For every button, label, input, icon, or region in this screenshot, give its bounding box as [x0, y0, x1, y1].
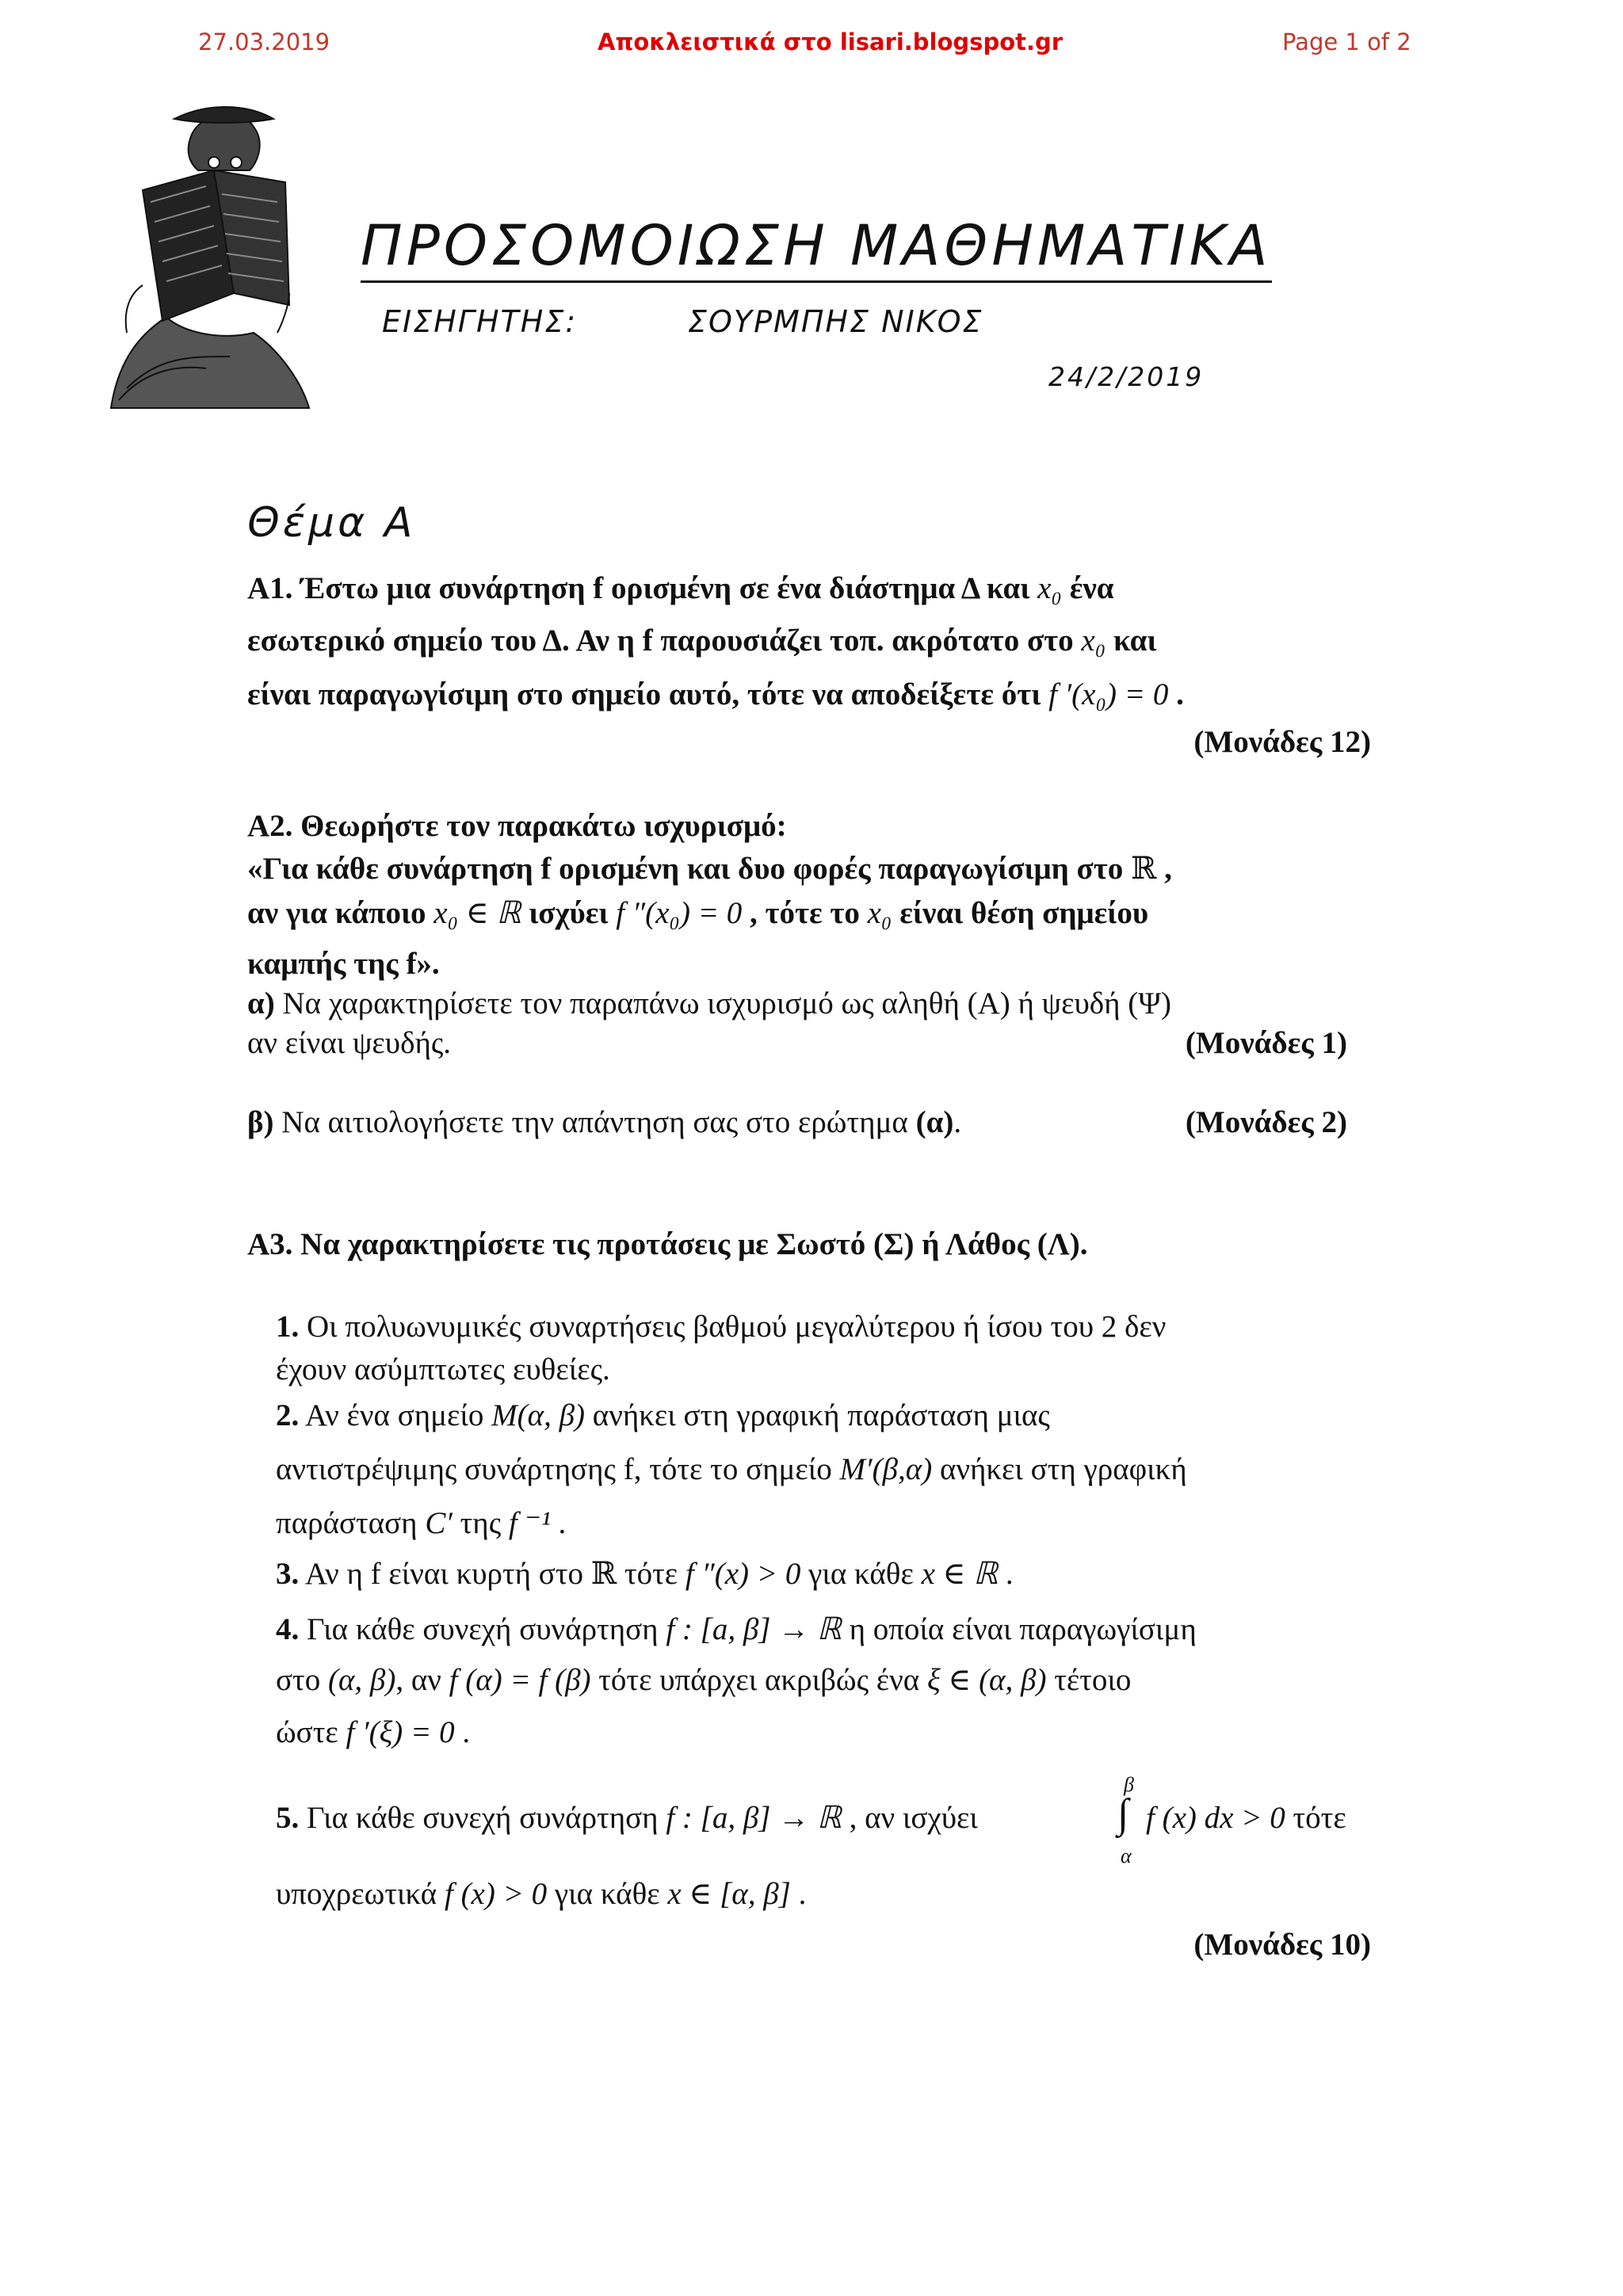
a3-title: Α3. Να χαρακτηρίσετε τις προτάσεις με Σωστό (Σ) ή Λάθος (Λ). [247, 1227, 1088, 1261]
a1-line-3: είναι παραγωγίσιμη στο σημείο αυτό, τότε να αποδείξετε ότι f ′(x₀) = 0 . [247, 677, 1184, 711]
header-date: 27.03.2019 [198, 29, 330, 55]
a1-points: (Μονάδες 12) [1193, 725, 1371, 759]
a2-question-a: α) Να χαρακτηρίσετε τον παραπάνω ισχυρισμό ως αληθή (Α) ή ψευδή (Ψ) [247, 986, 1172, 1020]
header-source-link[interactable]: Αποκλειστικά στο lisari.blogspot.gr [598, 29, 1064, 55]
a2-claim-line-3: καμπής της f». [247, 947, 440, 981]
integral-sign [1114, 1773, 1146, 1868]
a3-item-4-line-1: 4. Για κάθε συνεχή συνάρτηση f : [a, β] → ℝ η οποία είναι παραγωγίσιμη [276, 1612, 1197, 1646]
a3-item-1-line-2: έχουν ασύμπτωτες ευθείες. [276, 1352, 610, 1386]
a3-item-5-line-1-right: f (x) dx > 0 τότε [1146, 1801, 1346, 1835]
math-reals: ℝ [1130, 852, 1157, 886]
a1-line-1: Α1. Έστω μια συνάρτηση f ορισμένη σε ένα διάστημα Δ και x₀ ένα [247, 571, 1114, 605]
a3-item-4-line-2: στο (α, β), αν f (α) = f (β) τότε υπάρχει ακριβώς ένα ξ ∈ (α, β) τέτοιο [276, 1663, 1132, 1697]
instructor-label: ΕΙΣΗΓΗΤΗΣ: [382, 304, 578, 339]
a3-item-4-line-3: ώστε f ′(ξ) = 0 . [276, 1715, 471, 1749]
exam-date: 24/2/2019 [1048, 361, 1205, 392]
math-x0: x₀ [1037, 571, 1062, 605]
math-derivative-zero: f ′(x₀) = 0 [1048, 677, 1169, 711]
a1-line-2: εσωτερικό σημείο του Δ. Αν η f παρουσιάζει τοπ. ακρότατο στο x₀ και [247, 624, 1157, 658]
a3-item-5-line-1-left: 5. Για κάθε συνεχή συνάρτηση f : [a, β] → ℝ , αν ισχύει [276, 1801, 978, 1835]
a3-item-5-line-2: υποχρεωτικά f (x) > 0 για κάθε x ∈ [α, β] . [276, 1877, 807, 1911]
a2-question-a-cont: αν είναι ψευδής. [247, 1026, 452, 1060]
math-x0: x₀ [1081, 624, 1106, 658]
integral-lower-limit: α [1121, 1844, 1132, 1867]
a3-item-3: 3. Αν η f είναι κυρτή στο ℝ τότε f ″(x) > 0 για κάθε x ∈ ℝ . [276, 1557, 1014, 1591]
instructor-name: ΣΟΥΡΜΠΗΣ ΝΙΚΟΣ [688, 304, 983, 339]
header-page-number: Page 1 of 2 [1282, 29, 1411, 55]
integral-upper-limit: β [1124, 1773, 1134, 1796]
reader-illustration [95, 95, 317, 420]
integral-symbol: ∫ [1117, 1791, 1129, 1836]
exam-title: ΠΡΟΣΟΜΟΙΩΣΗ ΜΑΘΗΜΑΤΙΚΑ [361, 212, 1272, 283]
a2-title: Α2. Θεωρήστε τον παρακάτω ισχυρισμό: [247, 809, 787, 843]
a3-points: (Μονάδες 10) [1193, 1928, 1371, 1962]
a3-item-1-line-1: 1. Οι πολυωνυμικές συναρτήσεις βαθμού μεγαλύτερου ή ίσου του 2 δεν [276, 1310, 1167, 1344]
a2-points-a: (Μονάδες 1) [1185, 1026, 1347, 1060]
a3-item-2-line-3: παράσταση C′ της f ⁻¹ . [276, 1506, 567, 1540]
a2-claim-line-2: αν για κάποιο x₀ ∈ ℝ ισχύει f ″(x₀) = 0 , τότε το x₀ είναι θέση σημείου [247, 896, 1149, 930]
a2-points-b: (Μονάδες 2) [1185, 1105, 1347, 1139]
a2-question-b: β) Να αιτιολογήσετε την απάντηση σας στο ερώτημα (α). [247, 1105, 962, 1139]
section-heading: Θέμα Α [247, 499, 416, 547]
a3-item-2-line-1: 2. Αν ένα σημείο Μ(α, β) ανήκει στη γραφική παράσταση μιας [276, 1398, 1050, 1432]
a2-claim-line-1: «Για κάθε συνάρτηση f ορισμένη και δυο φορές παραγωγίσιμη στο ℝ , [247, 852, 1172, 886]
a3-item-2-line-2: αντιστρέψιμης συνάρτησης f, τότε το σημείο Μ′(β,α) ανήκει στη γραφική [276, 1452, 1187, 1486]
